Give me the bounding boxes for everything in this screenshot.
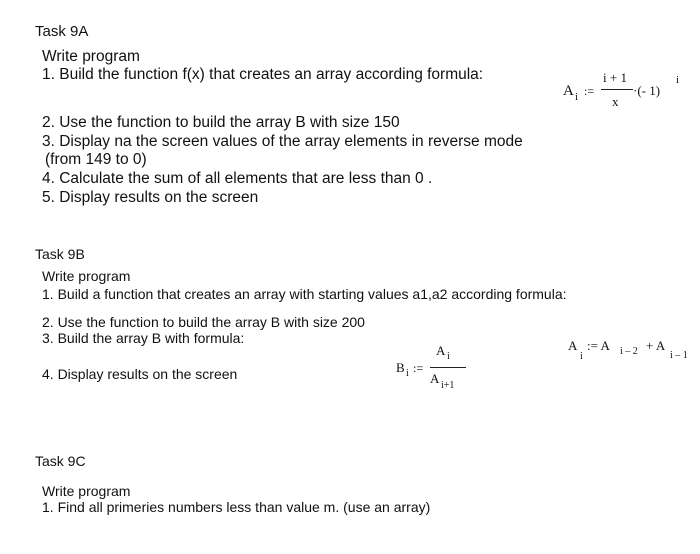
task-9b-item-3: 3. Build the array B with formula: — [42, 330, 245, 346]
formula-9a-numerator: i + 1 — [603, 70, 627, 85]
formula-9b-a-assign: := A — [587, 338, 610, 353]
task-9b-item-1: 1. Build a function that creates an array with starting values a1,a2 according formula: — [42, 286, 567, 302]
formula-9a-denominator: x — [612, 94, 619, 109]
formula-9b-a-term1-sub: i – 2 — [620, 346, 638, 357]
task-9a-intro: Write program — [42, 48, 140, 65]
formula-9b-b-fraction-bar — [430, 367, 466, 368]
task-9a-title: Task 9A — [35, 23, 89, 40]
task-9b-item-4: 4. Display results on the screen — [42, 366, 238, 382]
task-9b-item-2: 2. Use the function to build the array B with size 200 — [42, 314, 365, 330]
task-9c-intro: Write program — [42, 483, 131, 499]
formula-9b-a-plus: + A — [646, 338, 666, 353]
task-9c-title: Task 9C — [35, 453, 86, 469]
formula-9a-lhs-sub: i — [575, 91, 579, 103]
formula-9b-b-lhs-sub: i — [406, 368, 409, 379]
task-9a-item-3-cont: (from 149 to 0) — [45, 151, 147, 168]
task-9a-item-3: 3. Display na the screen values of the array elements in reverse mode — [42, 133, 523, 150]
formula-9b-b-den-sub: i+1 — [441, 380, 455, 391]
task-9a-item-5: 5. Display results on the screen — [42, 189, 259, 206]
task-9c-item-1: 1. Find all primeries numbers less than value m. (use an array) — [42, 499, 431, 515]
task-9a-item-4: 4. Calculate the sum of all elements that are less than 0 . — [42, 170, 433, 187]
formula-9b-b-lhs: B — [396, 360, 405, 375]
task-9a-item-2: 2. Use the function to build the array B with size 150 — [42, 114, 400, 131]
formula-9b-b-num: A — [436, 343, 446, 358]
task-9b-title: Task 9B — [35, 246, 85, 262]
formula-9a-fraction-bar — [601, 89, 633, 90]
formula-9a-lhs: A — [563, 83, 574, 99]
formula-9b-b-assign: := — [413, 361, 424, 375]
formula-9b-a-lhs: A — [568, 338, 578, 353]
task-9a-item-1: 1. Build the function f(x) that creates an array according formula: — [42, 66, 484, 83]
formula-9b-a-lhs-sub: i — [580, 351, 583, 362]
task-9b-intro: Write program — [42, 268, 131, 284]
formula-9b-b-den: A — [430, 371, 440, 386]
formula-9a-assign: := — [584, 84, 595, 98]
formula-9a-factor-sup: i — [676, 74, 680, 86]
formula-9b-b-num-sub: i — [447, 351, 450, 362]
formula-9a-factor: ·(- 1) — [633, 83, 661, 98]
formula-9b-a-term2-sub: i – 1 — [670, 350, 688, 361]
